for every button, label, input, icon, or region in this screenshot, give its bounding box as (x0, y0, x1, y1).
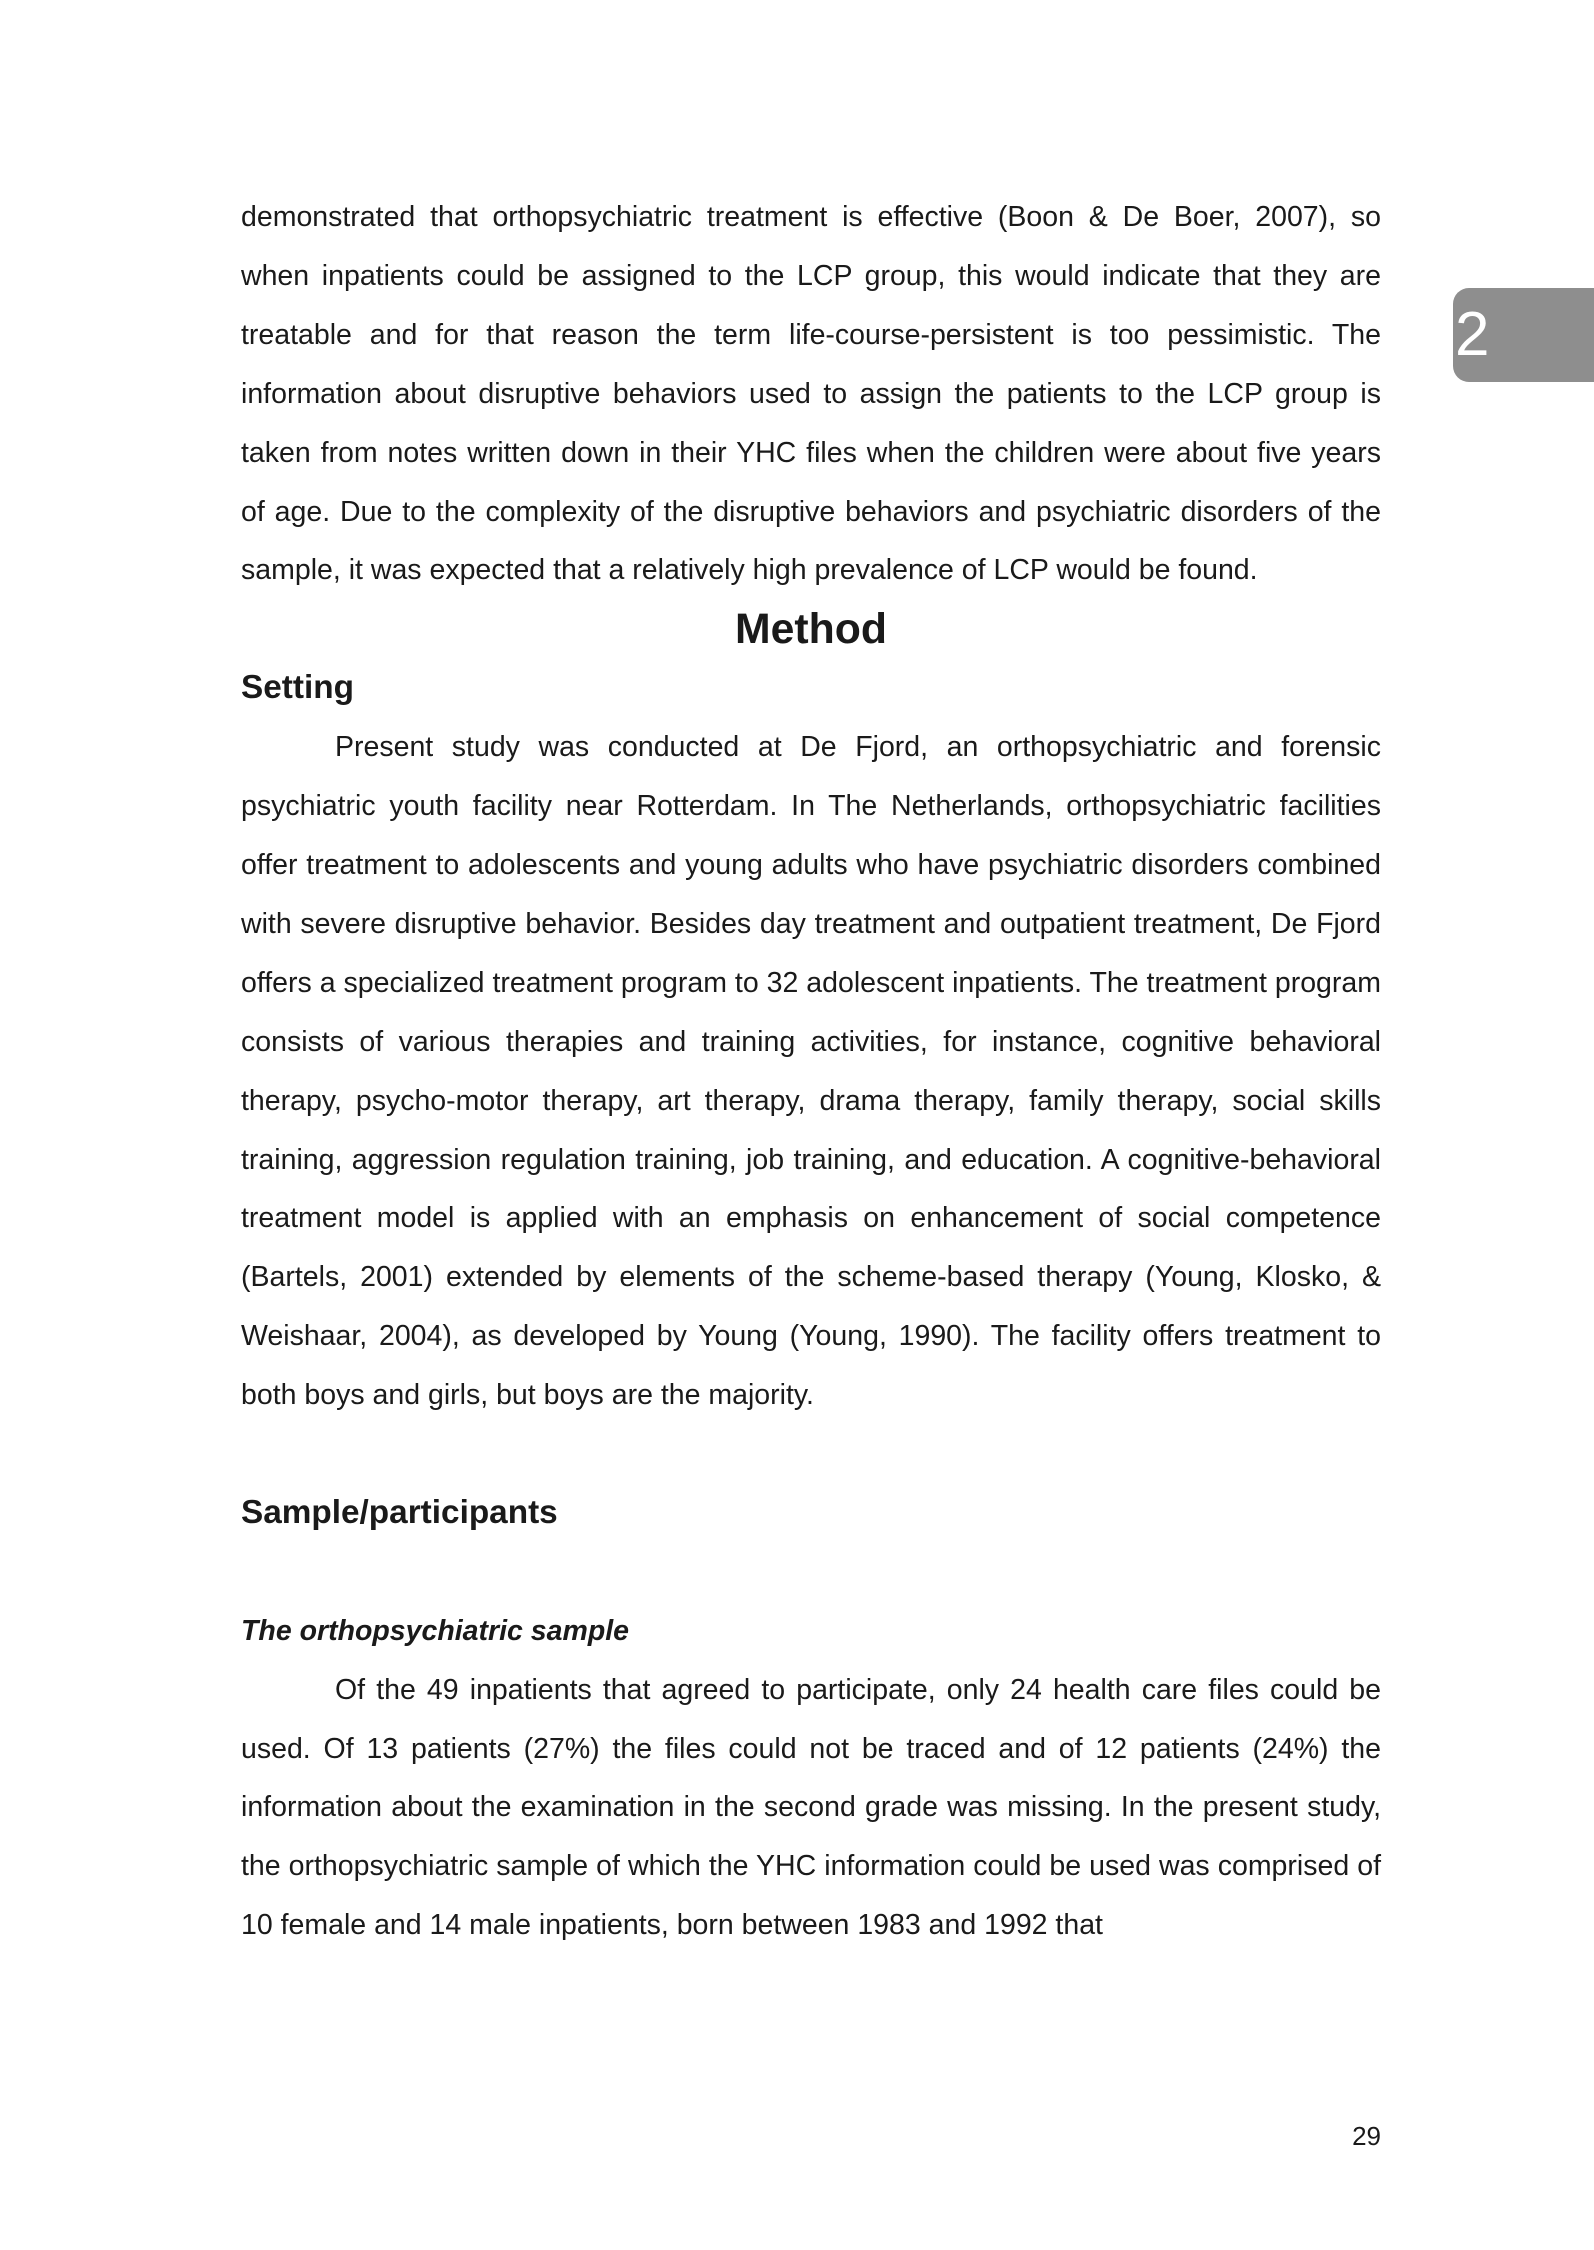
sample-paragraph: Of the 49 inpatients that agreed to participate, only 24 health care files could be used. Of 13 patients (27%) the files could not be traced and of 12 patients (24%) the information about the examination in the second grade was missing. In the present study, the orthopsychiatric sample of which the YHC information could be used was comprised of 10 female and 14 male inpatients, born between 1983 and 1992 that (241, 1673, 1381, 1942)
page-number: 29 (1352, 2121, 1381, 2151)
page-content (241, 188, 1381, 1955)
setting-heading: Setting (241, 669, 354, 707)
method-heading: Method (735, 605, 887, 654)
section-spacer (241, 1425, 1381, 1484)
section-spacer (241, 1543, 1381, 1602)
chapter-number: 2 (1455, 300, 1490, 369)
sample-heading: Sample/participants (241, 1493, 558, 1531)
orthopsychiatric-sample-subheading: The orthopsychiatric sample (241, 1614, 630, 1647)
intro-paragraph: demonstrated that orthopsychiatric treatment is effective (Boon & De Boer, 2007), so when inpatients could be assigned to the LCP group, this would indicate that they are treatable and for that reason the term life-course-persistent is too pessimistic. The information about disruptive behaviors used to assign the patients to the LCP group is taken from notes written down in their YHC files when the children were about five years of age. Due to the complexity of the disruptive behaviors and psychiatric disorders of the sample, it was expected that a relatively high prevalence of LCP would be found. (241, 201, 1381, 587)
chapter-tab (1453, 288, 1594, 382)
setting-paragraph: Present study was conducted at De Fjord, an orthopsychiatric and forensic psychiatric youth facility near Rotterdam. In The Netherlands, orthopsychiatric facilities offer treatment to adolescents and young adults who have psychiatric disorders combined with severe disruptive behavior. Besides day treatment and outpatient treatment, De Fjord offers a specialized treatment program to 32 adolescent inpatients. The treatment program consists of various therapies and training activities, for instance, cognitive behavioral therapy, psycho-motor therapy, art therapy, drama therapy, family therapy, social skills training, aggression regulation training, job training, and education. A cognitive-behavioral treatment model is applied with an emphasis on enhancement of social competence (Bartels, 2001) extended by elements of the scheme-based therapy (Young, Klosko, & Weishaar, 2004), as developed by Young (Young, 1990). The facility offers treatment to both boys and girls, but boys are the majority. (241, 731, 1381, 1412)
